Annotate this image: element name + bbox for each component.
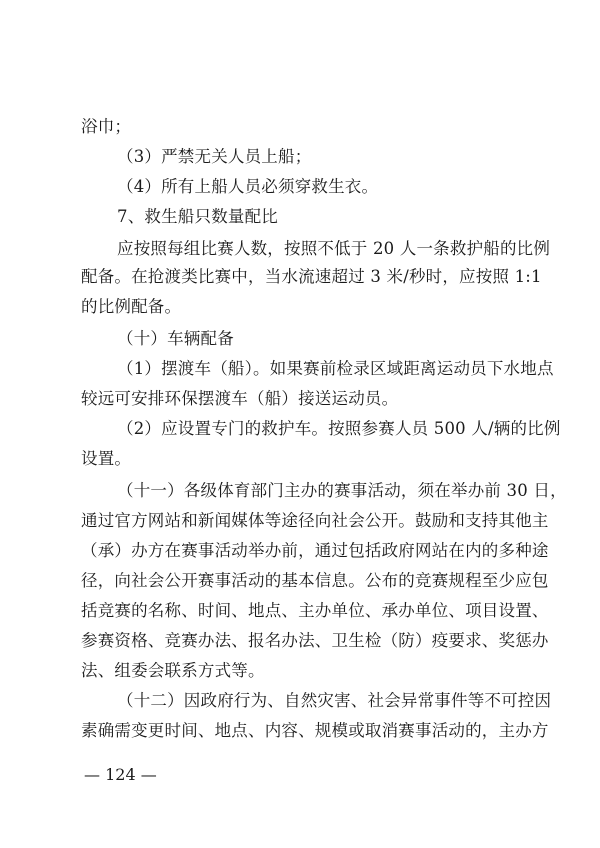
text-line: （承）办方在赛事活动举办前，通过包括政府网站在内的多种途 bbox=[81, 541, 549, 560]
text-line: 应按照每组比赛人数，按照不低于 20 人一条救护船的比例 bbox=[117, 239, 551, 258]
text-line: 的比例配备。 bbox=[81, 297, 182, 316]
section-heading: 7、救生船只数量配比 bbox=[117, 207, 278, 226]
text-line: 径，向社会公开赛事活动的基本信息。公布的竞赛规程至少应包 bbox=[81, 571, 549, 590]
text-line: （1）摆渡车（船）。如果赛前检录区域距离运动员下水地点 bbox=[117, 359, 554, 378]
text-line: 法、组委会联系方式等。 bbox=[81, 661, 265, 680]
text-line: 素确需变更时间、地点、内容、规模或取消赛事活动的，主办方 bbox=[81, 721, 549, 740]
text-line: 括竞赛的名称、时间、地点、主办单位、承办单位、项目设置、 bbox=[81, 601, 549, 620]
text-line: 通过官方网站和新闻媒体等途径向社会公开。鼓励和支持其他主 bbox=[81, 511, 549, 530]
text-line: 参赛资格、竞赛办法、报名办法、卫生检（防）疫要求、奖惩办 bbox=[81, 631, 549, 650]
text-line: 设置。 bbox=[81, 449, 132, 468]
text-line: （4）所有上船人员必须穿救生衣。 bbox=[117, 177, 379, 196]
section-heading: （十）车辆配备 bbox=[117, 329, 234, 348]
text-line: （2）应设置专门的救护车。按照参赛人员 500 人/辆的比例 bbox=[117, 419, 561, 438]
text-line: 浴巾； bbox=[81, 117, 132, 136]
page-number: — 124 — bbox=[84, 765, 157, 784]
text-line: （十二）因政府行为、自然灾害、社会异常事件等不可控因 bbox=[117, 691, 552, 710]
text-line: （3）严禁无关人员上船； bbox=[117, 147, 312, 166]
text-line: 较远可安排环保摆渡车（船）接送运动员。 bbox=[81, 389, 399, 408]
text-line: （十一）各级体育部门主办的赛事活动，须在举办前 30 日， bbox=[117, 481, 567, 500]
text-line: 配备。在抢渡类比赛中，当水流速超过 3 米/秒时，应按照 1:1 bbox=[81, 267, 542, 286]
